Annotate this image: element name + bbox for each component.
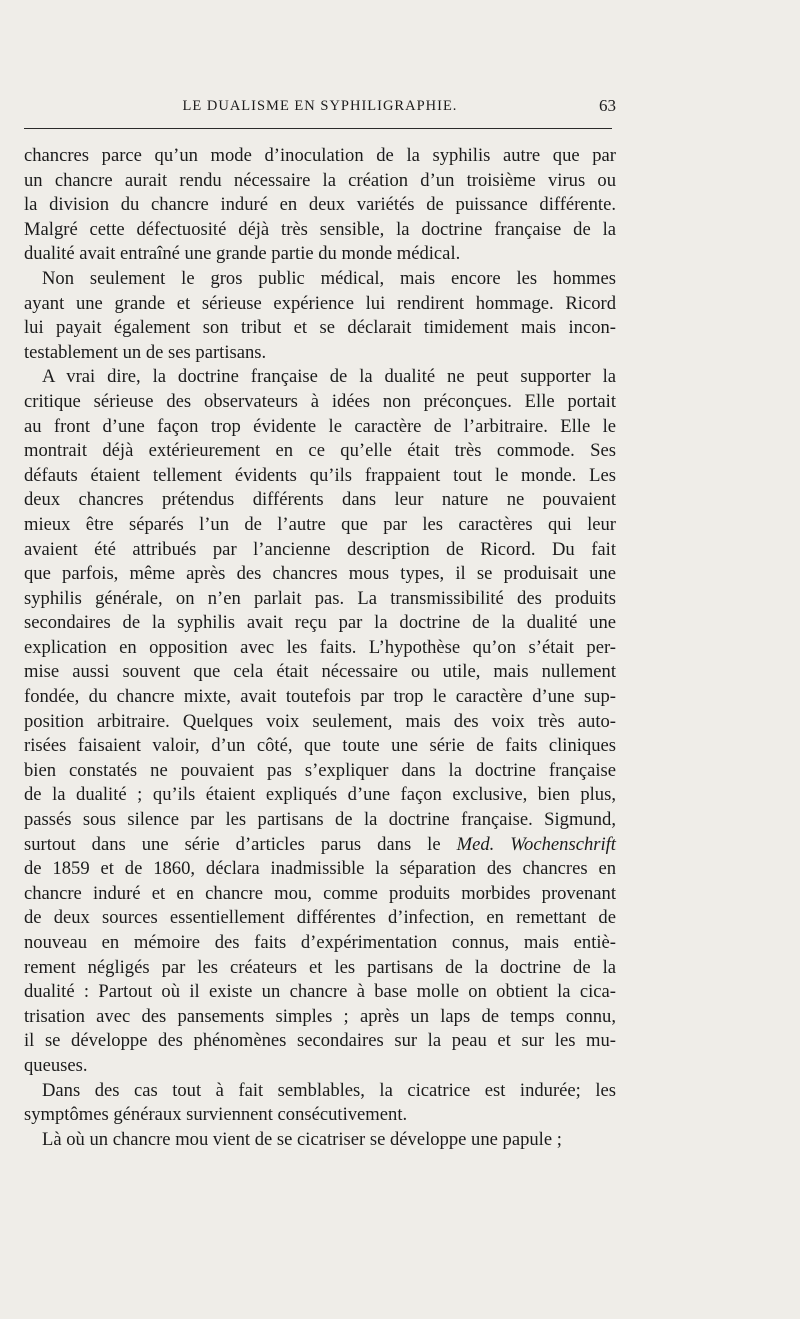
paragraph — [24, 267, 616, 365]
text-line: Non seulement le gros public médical, mais encore les hommes — [42, 267, 616, 289]
text-line: au front d’une façon trop évidente le caractère de l’arbitraire. Elle le — [24, 415, 616, 437]
text-line: un chancre aurait rendu nécessaire la création d’un troisième virus ou — [24, 169, 616, 191]
text-line: rement négligés par les créateurs et les partisans de la doctrine de la — [24, 956, 616, 978]
running-title: LE DUALISME EN SYPHILIGRAPHIE. — [182, 98, 458, 114]
text-line: surtout dans une série d’articles parus dans le Med. Wochenschrift — [24, 833, 616, 855]
text-line: dualité : Partout où il existe un chancre à base molle on obtient la cica- — [24, 981, 616, 1003]
text-line: queuses. — [24, 1054, 88, 1076]
text-line: nouveau en mémoire des faits d’expérimentation connus, mais entiè- — [24, 932, 616, 953]
text-line: ayant une grande et sérieuse expérience lui rendirent hommage. Ricord — [24, 292, 616, 314]
paragraph — [24, 365, 616, 1078]
text-line: A vrai dire, la doctrine française de la dualité ne peut supporter la — [42, 366, 616, 388]
text-line: Malgré cette défectuosité déjà très sensible, la doctrine française de la — [24, 218, 616, 240]
text-line: avaient été attribués par l’ancienne description de Ricord. Du fait — [24, 538, 616, 560]
page-number: 63 — [599, 96, 616, 115]
text-line: de la dualité ; qu’ils étaient expliqués d’une façon exclusive, bien plus, — [24, 784, 616, 806]
text-line: mise aussi souvent que cela était nécessaire ou utile, mais nullement — [24, 661, 616, 683]
text-line: explication en opposition avec les faits. L’hypothèse qu’on s’était per- — [24, 636, 616, 658]
text-line: lui payait également son tribut et se déclarait timidement mais incon- — [24, 317, 616, 339]
text-line: montrait déjà extérieurement en ce qu’elle était très commode. Ses — [24, 440, 616, 462]
text-line: trisation avec des pansements simples ; après un laps de temps connu, — [24, 1005, 616, 1027]
paragraph — [24, 1128, 616, 1153]
text-line: bien constatés ne pouvaient pas s’expliquer dans la doctrine française — [24, 759, 616, 781]
text-line: position arbitraire. Quelques voix seulement, mais des voix très auto- — [24, 710, 616, 732]
text-line: de deux sources essentiellement différentes d’infection, en remettant de — [24, 907, 616, 929]
text-line: Là où un chancre mou vient de se cicatriser se développe une papule ; — [42, 1128, 562, 1150]
text-line: il se développe des phénomènes secondaires sur la peau et sur les mu- — [24, 1030, 616, 1052]
paragraph — [24, 144, 616, 267]
text-line: chancre induré et en chancre mou, comme produits morbides provenant — [24, 882, 616, 904]
text-line: deux chancres prétendus différents dans leur nature ne pouvaient — [24, 489, 616, 511]
text-line: de 1859 et de 1860, déclara inadmissible la séparation des chancres en — [24, 858, 616, 880]
body-text — [24, 144, 616, 1152]
paragraph — [24, 1079, 616, 1128]
text-line: chancres parce qu’un mode d’inoculation de la syphilis autre que par — [24, 145, 616, 166]
text-line: risées faisaient valoir, d’un côté, que toute une série de faits cliniques — [24, 735, 616, 757]
text-line: testablement un de ses partisans. — [24, 341, 267, 363]
text-line: dualité avait entraîné une grande partie du monde médical. — [24, 243, 461, 265]
text-line: syphilis générale, on n’en parlait pas. La transmissibilité des produits — [24, 587, 616, 609]
text-line: la division du chancre induré en deux variétés de puissance différente. — [24, 194, 616, 216]
running-head — [24, 96, 616, 118]
text-line: que parfois, même après des chancres mous types, il se produisait une — [24, 563, 616, 585]
text-line: passés sous silence par les partisans de la doctrine française. Sigmund, — [24, 809, 616, 831]
text-line: fondée, du chancre mixte, avait toutefois par trop le caractère d’une sup- — [24, 686, 616, 708]
text-line: défauts étaient tellement évidents qu’ils frappaient tout le monde. Les — [24, 464, 616, 486]
text-line: secondaires de la syphilis avait reçu par la doctrine de la dualité une — [24, 612, 616, 634]
text-line: Dans des cas tout à fait semblables, la cicatrice est indurée; les — [42, 1079, 616, 1101]
text-line: mieux être séparés l’un de l’autre que par les caractères qui leur — [24, 513, 616, 535]
text-line: critique sérieuse des observateurs à idées non préconçues. Elle portait — [24, 390, 616, 412]
text-line: symptômes généraux surviennent consécutivement. — [24, 1104, 408, 1126]
header-rule — [24, 128, 612, 129]
